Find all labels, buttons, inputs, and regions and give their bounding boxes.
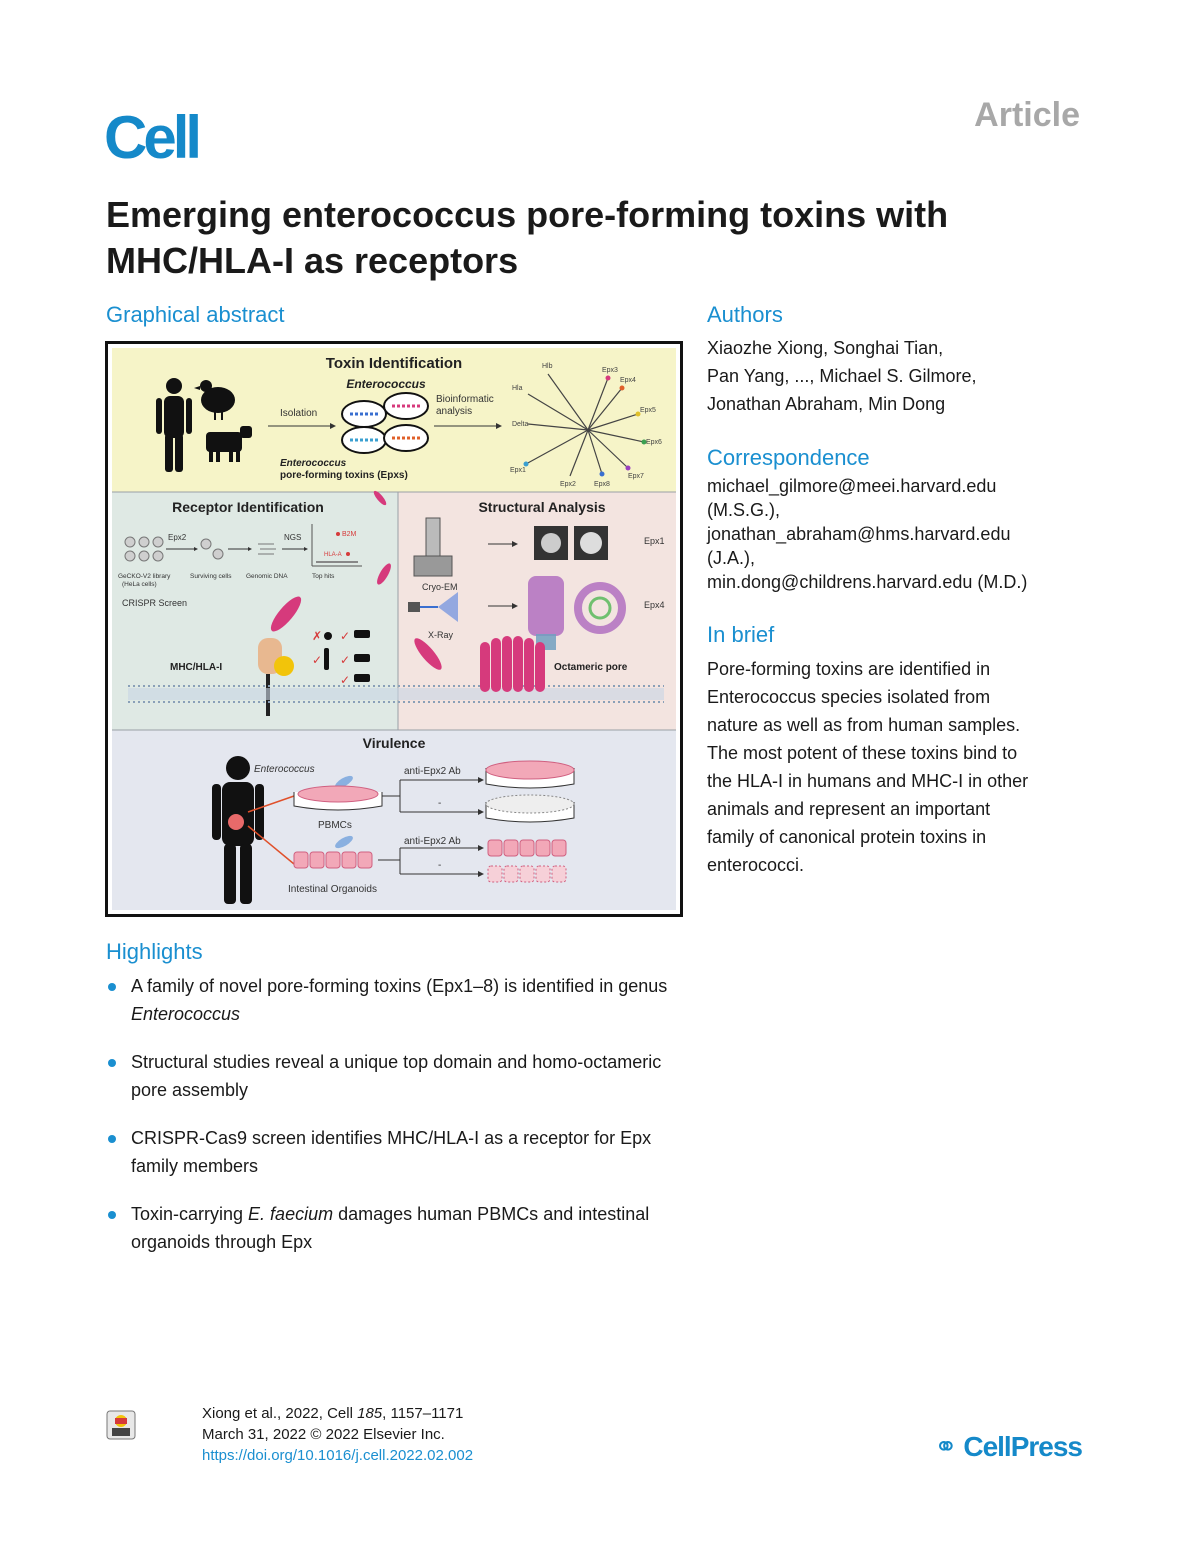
- tree-label: Epx8: [594, 481, 610, 488]
- minus-label: -: [438, 860, 442, 871]
- article-type-label: Article: [974, 96, 1080, 134]
- xray-label: X-Ray: [428, 630, 454, 640]
- highlight-item: Structural studies reveal a unique top domain and homo-octameric pore assembly: [106, 1048, 686, 1104]
- genomic-label: Genomic DNA: [246, 573, 288, 580]
- authors-line: Xiaozhe Xiong, Songhai Tian,: [707, 338, 944, 358]
- intestine-icon: [228, 814, 244, 830]
- isolation-label: Isolation: [280, 408, 318, 419]
- tree-label: Epx7: [628, 473, 644, 480]
- virulence-panel-title: Virulence: [362, 735, 426, 751]
- check-mark: ✓: [340, 653, 351, 667]
- toxin-organism-label: Enterococcus: [346, 377, 426, 391]
- tree-label: Epx6: [646, 439, 662, 446]
- cross-mark: ✗: [312, 629, 323, 643]
- organoid-result-intact: [488, 840, 566, 856]
- in-brief-line: nature as well as from human samples.: [707, 715, 1021, 735]
- toxin-panel-title: Toxin Identification: [325, 355, 463, 372]
- organoid-result-damaged: [488, 866, 566, 882]
- check-mark: ✓: [340, 673, 351, 687]
- graphical-abstract-svg: [108, 344, 680, 914]
- check-mark: ✓: [340, 629, 351, 643]
- highlight-item: A family of novel pore-forming toxins (Epx1–8) is identified in genus Enterococcus: [106, 972, 686, 1028]
- cell-journal-logo: Cell: [104, 104, 199, 171]
- tree-label: Delta: [512, 421, 529, 428]
- check-for-updates-icon[interactable]: [104, 1408, 138, 1442]
- tree-label: Epx5: [640, 407, 656, 414]
- correspondence-initials: (M.S.G.),: [707, 500, 780, 520]
- mhc-label: MHC/HLA-I: [170, 662, 223, 673]
- library-label: GeCKO-V2 library: [118, 573, 171, 580]
- b2m-label: B2M: [342, 531, 357, 538]
- anti-epx2-label: anti-Epx2 Ab: [404, 836, 461, 847]
- highlight-item: CRISPR-Cas9 screen identifies MHC/HLA-I as a receptor for Epx family members: [106, 1124, 686, 1180]
- pbmc-dish-icon: [294, 786, 382, 810]
- epx4-label: Epx4: [644, 600, 665, 610]
- analysis-label: analysis: [436, 406, 473, 417]
- cellpress-mark-icon: ⚭: [934, 1431, 957, 1462]
- bullet-icon: [108, 983, 116, 991]
- ngs-label: NGS: [284, 533, 302, 542]
- library-cells-label: (HeLa cells): [122, 581, 157, 588]
- publication-date: March 31, 2022 © 2022 Elsevier Inc.: [202, 1426, 445, 1443]
- receptor-panel-title: Receptor Identification: [172, 499, 324, 515]
- bullet-icon: [108, 1211, 116, 1219]
- epxs-organism-label: Enterococcus: [280, 458, 347, 469]
- bioinformatic-label: Bioinformatic: [436, 394, 494, 405]
- correspondence-email[interactable]: jonathan_abraham@hms.harvard.edu: [707, 524, 1011, 544]
- doi-link[interactable]: https://doi.org/10.1016/j.cell.2022.02.002: [202, 1447, 474, 1464]
- tree-label: Hlb: [542, 363, 553, 370]
- correspondence-email[interactable]: min.dong@childrens.harvard.edu (M.D.): [707, 572, 1028, 592]
- pbmc-result-intact: [486, 761, 574, 788]
- tree-label: Epx1: [510, 467, 526, 474]
- anti-epx2-label: anti-Epx2 Ab: [404, 766, 461, 777]
- correspondence-list: [707, 474, 1107, 594]
- minus-label: -: [438, 798, 442, 809]
- in-brief-line: Enterococcus species isolated from: [707, 687, 991, 707]
- structural-panel-title: Structural Analysis: [478, 499, 606, 515]
- epx2-label: Epx2: [168, 533, 187, 542]
- tree-label: Hla: [512, 385, 523, 392]
- tree-label: Epx2: [560, 481, 576, 488]
- in-brief-line: Pore-forming toxins are identified in: [707, 659, 991, 679]
- authors-list: [707, 334, 1107, 418]
- pbmc-label: PBMCs: [318, 820, 352, 831]
- in-brief-line: enterococci.: [707, 855, 805, 875]
- authors-line: Jonathan Abraham, Min Dong: [707, 394, 946, 414]
- check-mark: ✓: [312, 653, 323, 667]
- organoid-layer-icon: [294, 852, 372, 868]
- epxs-label: pore-forming toxins (Epxs): [280, 470, 408, 481]
- organoids-label: Intestinal Organoids: [288, 884, 377, 895]
- article-title: Emerging enterococcus pore-forming toxins with MHC/HLA-I as receptors: [106, 194, 949, 281]
- virulence-organism-label: Enterococcus: [254, 764, 315, 775]
- cryo-em-label: Cryo-EM: [422, 582, 458, 592]
- epx1-label: Epx1: [644, 536, 665, 546]
- correspondence-initials: (J.A.),: [707, 548, 755, 568]
- bullet-icon: [108, 1135, 116, 1143]
- top-hits-label: Top hits: [312, 573, 335, 580]
- surviving-label: Surviving cells: [190, 573, 232, 580]
- in-brief-line: family of canonical protein toxins in: [707, 827, 987, 847]
- crispr-label: CRISPR Screen: [122, 598, 188, 608]
- graphical-abstract-figure: [105, 341, 683, 917]
- in-brief-line: The most potent of these toxins bind to: [707, 743, 1018, 763]
- highlights-heading: Highlights: [106, 939, 203, 964]
- virulence-panel-bg: [112, 730, 676, 910]
- highlights-list: [106, 972, 686, 1276]
- octameric-pore-label: Octameric pore: [554, 662, 628, 673]
- highlight-item: Toxin-carrying E. faecium damages human PBMCs and intestinal organoids through Epx: [106, 1200, 686, 1256]
- in-brief-text: [707, 655, 1107, 879]
- in-brief-heading: In brief: [707, 622, 775, 647]
- hla-a-label: HLA-A: [324, 552, 342, 558]
- in-brief-line: animals and represent an important: [707, 799, 991, 819]
- citation-block: [202, 1403, 473, 1466]
- cellpress-logo: ⚭ CellPress: [934, 1431, 1082, 1462]
- tree-label: Epx3: [602, 367, 618, 374]
- correspondence-heading: Correspondence: [707, 445, 870, 470]
- correspondence-email[interactable]: michael_gilmore@meei.harvard.edu: [707, 476, 997, 496]
- tree-label: Epx4: [620, 377, 636, 384]
- graphical-abstract-heading: Graphical abstract: [106, 302, 285, 327]
- authors-heading: Authors: [707, 302, 783, 327]
- pbmc-result-damaged: [486, 795, 574, 822]
- in-brief-line: the HLA-I in humans and MHC-I in other: [707, 771, 1029, 791]
- bullet-icon: [108, 1059, 116, 1067]
- authors-line: Pan Yang, ..., Michael S. Gilmore,: [707, 366, 977, 386]
- citation-line: Xiong et al., 2022, Cell 185, 1157–1171: [202, 1405, 464, 1422]
